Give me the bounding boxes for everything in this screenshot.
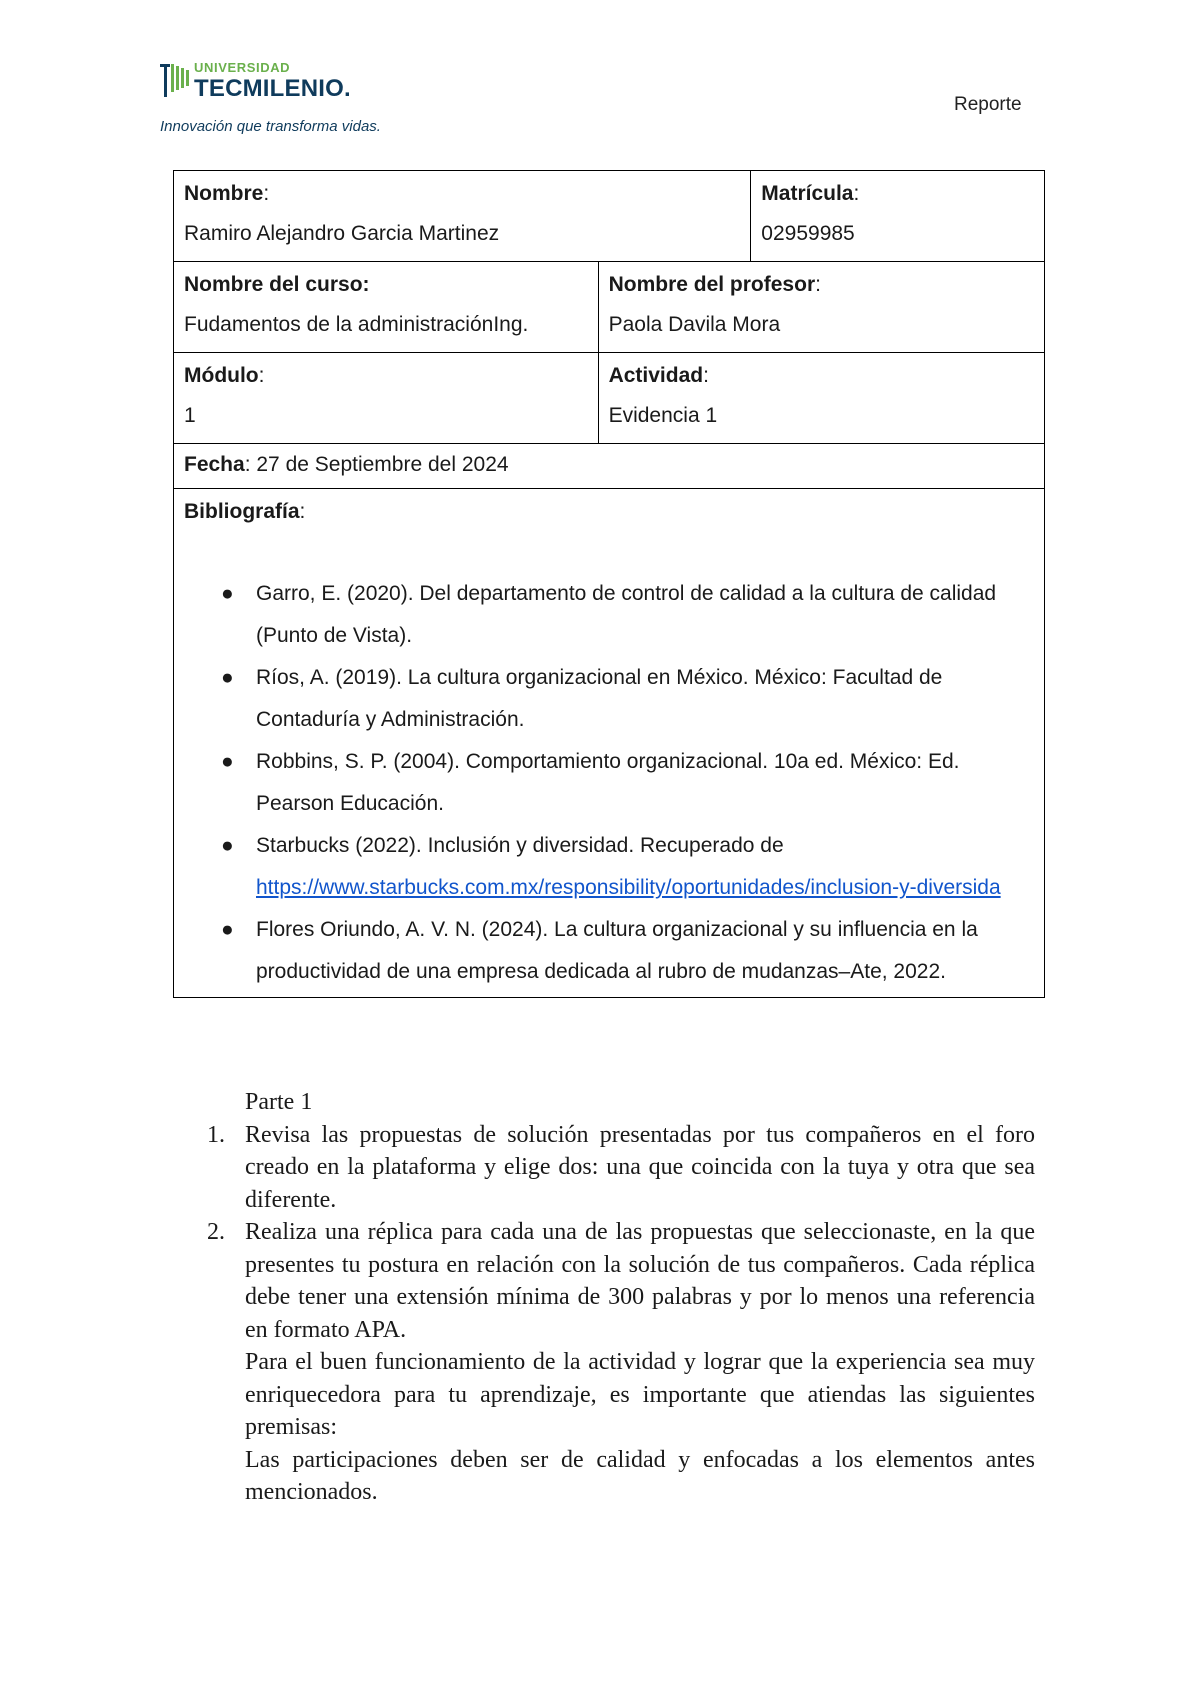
fecha-value: 27 de Septiembre del 2024 [256, 453, 509, 476]
list-item [184, 741, 1034, 825]
list-item [184, 657, 1034, 741]
profesor-value: Paola Davila Mora [608, 313, 781, 336]
profesor-cell: Nombre del profesor: Paola Davila Mora [598, 262, 1044, 353]
report-label: Reporte [954, 94, 1022, 115]
instruction-text: Revisa las propuestas de solución presentadas por tus compañeros en el foro creado en la plataforma y elige dos: una que coincida con la tuya y otra que sea diferente. [245, 1121, 1035, 1213]
logo-tecmilenio-text: TECMILENIO. [194, 75, 351, 102]
bibliography-entry: Flores Oriundo, A. V. N. (2024). La cultura organizacional y su influencia en la productividad de una empresa dedicada al rubro de mudanzas–Ate, 2022. [256, 918, 978, 983]
actividad-value: Evidencia 1 [608, 404, 718, 427]
matricula-label: Matrícula [761, 182, 854, 205]
curso-cell [174, 262, 599, 353]
premisas-paragraph: Para el buen funcionamiento de la actividad y lograr que la experiencia sea muy enriquecedora para tu aprendizaje, es importante que atiendas las siguientes premisas: [245, 1349, 1035, 1440]
nombre-cell: Nombre: Ramiro Alejandro Garcia Martinez [174, 171, 751, 262]
bibliography-entry: Ríos, A. (2019). La cultura organizacional en México. México: Facultad de Contaduría y Administración. [256, 666, 943, 731]
parte-section [175, 1086, 1035, 1509]
curso-label: Nombre del curso: [184, 273, 370, 296]
list-item [175, 1119, 1035, 1217]
bullet-icon: ● [221, 750, 234, 773]
profesor-label: Nombre del profesor [608, 273, 816, 296]
list-item [184, 825, 1034, 909]
nombre-label: Nombre [184, 182, 264, 205]
bullet-icon: ● [221, 834, 234, 857]
bullet-icon: ● [221, 666, 234, 689]
bibliografia-label: Bibliografía [184, 500, 300, 523]
starbucks-link[interactable]: https://www.starbucks.com.mx/responsibility/oportunidades/inclusion-y-diversida [256, 876, 1001, 899]
item-number: 2. [207, 1219, 225, 1245]
modulo-value: 1 [184, 404, 196, 427]
fecha-cell: Fecha: 27 de Septiembre del 2024 [174, 444, 1045, 489]
fecha-label: Fecha [184, 453, 245, 476]
tecmilenio-logo-icon [160, 62, 190, 102]
parte-title: Parte 1 [245, 1089, 313, 1115]
actividad-label: Actividad [608, 364, 704, 387]
matricula-cell: Matrícula: 02959985 [751, 171, 1045, 262]
logo-universidad-text: UNIVERSIDAD [194, 60, 291, 75]
logo-tagline: Innovación que transforma vidas. [160, 118, 381, 135]
modulo-label: Módulo [184, 364, 259, 387]
bibliografia-cell: Bibliografía: ● Garro, E. (2020). Del departamento de control de calidad a la cultura de calidad (Punto de Vista). ● Ríos, A. (2019). La cultura organizacional en México. México: Facultad de Contaduría y Administración. ● Robbins, S. P. (2004). Comportamiento organizacional. 10a ed. México: Ed. Pearson Educación. ● Starbucks (2022). Inclusión y diversidad. Recuperado de https://www.starbucks.com.mx/responsibility/oportunidades/inclusion-y-diversida ● Flores Oriundo, A. V. N. (2024). La cultura organizacional y su influencia en la productividad de una empresa dedicada al rubro de mudanzas–Ate, 2022. [174, 489, 1045, 998]
matricula-value: 02959985 [761, 222, 855, 245]
curso-value: Fudamentos de la administraciónIng. [184, 313, 529, 336]
bibliography-entry: Robbins, S. P. (2004). Comportamiento organizacional. 10a ed. México: Ed. Pearson Educación. [256, 750, 960, 815]
nombre-value: Ramiro Alejandro Garcia Martinez [184, 222, 500, 245]
bibliography-list [184, 573, 1034, 993]
bibliography-entry: Garro, E. (2020). Del departamento de control de calidad a la cultura de calidad (Punto de Vista). [256, 582, 997, 647]
list-item [175, 1216, 1035, 1346]
student-info-table [173, 170, 1045, 998]
instruction-text: Realiza una réplica para cada una de las propuestas que seleccionaste, en la que presentes tu postura en relación con la solución de tus compañeros. Cada réplica debe tener una extensión mínima de 300 palabras y por lo menos una referencia en formato APA. [245, 1219, 1035, 1343]
list-item [184, 573, 1034, 657]
bullet-icon: ● [221, 918, 234, 941]
item-number: 1. [207, 1121, 225, 1148]
instructions-list [175, 1119, 1035, 1347]
participaciones-paragraph: Las participaciones deben ser de calidad y enfocadas a los elementos antes mencionados. [245, 1446, 1035, 1505]
bibliography-entry: Starbucks (2022). Inclusión y diversidad. Recuperado de [256, 834, 784, 857]
modulo-cell: Módulo: 1 [174, 353, 599, 444]
list-item [184, 909, 1034, 993]
bullet-icon: ● [221, 582, 234, 605]
actividad-cell: Actividad: Evidencia 1 [598, 353, 1044, 444]
university-logo [160, 58, 410, 138]
